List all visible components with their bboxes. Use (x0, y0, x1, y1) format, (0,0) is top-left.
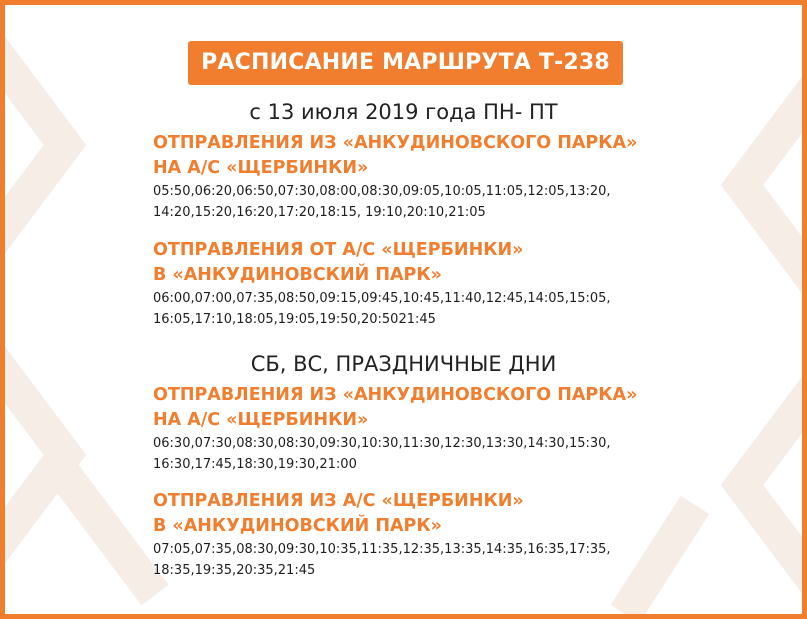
departure-times-line: 18:35,19:35,20:35,21:45 (153, 563, 316, 578)
route-title-line: НА А/С «ЩЕРБИНКИ» (153, 410, 369, 430)
departure-times-line: 16:30,17:45,18:30,19:30,21:00 (153, 457, 357, 472)
route-title-line: В «АНКУДИНОВСКИЙ ПАРК» (153, 516, 442, 536)
departure-times-line: 06:30,07:30,08:30,08:30,09:30,10:30,11:30,12:30,13:30,14:30,15:30, (153, 436, 611, 451)
weekend-heading: СБ, ВС, ПРАЗДНИЧНЫЕ ДНИ (250, 352, 557, 376)
departure-times-line: 14:20,15:20,16:20,17:20,18:15, 19:10,20:10,21:05 (153, 205, 486, 220)
weekend-route-2 (153, 489, 753, 581)
weekday-heading: с 13 июля 2019 года ПН- ПТ (249, 100, 558, 124)
route-title-line: ОТПРАВЛЕНИЯ ИЗ «АНКУДИНОВСКОГО ПАРКА» (153, 385, 638, 405)
weekday-route-1 (153, 131, 753, 223)
route-title-line: ОТПРАВЛЕНИЯ ИЗ А/С «ЩЕРБИНКИ» (153, 491, 524, 511)
departure-times-line: 05:50,06:20,06:50,07:30,08:00,08:30,09:05,10:05,11:05,12:05,13:20, (153, 184, 611, 199)
weekday-route-2 (153, 238, 753, 330)
departure-times-line: 16:05,17:10,18:05,19:05,19:50,20:5021:45 (153, 312, 436, 327)
departure-times-line: 07:05,07:35,08:30,09:30,10:35,11:35,12:35,13:35,14:35,16:35,17:35, (153, 542, 611, 557)
departure-times-line: 06:00,07:00,07:35,08:50,09:15,09:45,10:45,11:40,12:45,14:05,15:05, (153, 291, 611, 306)
route-title-line: ОТПРАВЛЕНИЯ ИЗ «АНКУДИНОВСКОГО ПАРКА» (153, 133, 638, 153)
route-title-line: НА А/С «ЩЕРБИНКИ» (153, 158, 369, 178)
route-title-line: В «АНКУДИНОВСКИЙ ПАРК» (153, 265, 442, 285)
weekend-route-1 (153, 383, 753, 475)
page-title: РАСПИСАНИЕ МАРШРУТА Т-238 (188, 41, 623, 85)
route-title-line: ОТПРАВЛЕНИЯ ОТ А/С «ЩЕРБИНКИ» (153, 240, 524, 260)
